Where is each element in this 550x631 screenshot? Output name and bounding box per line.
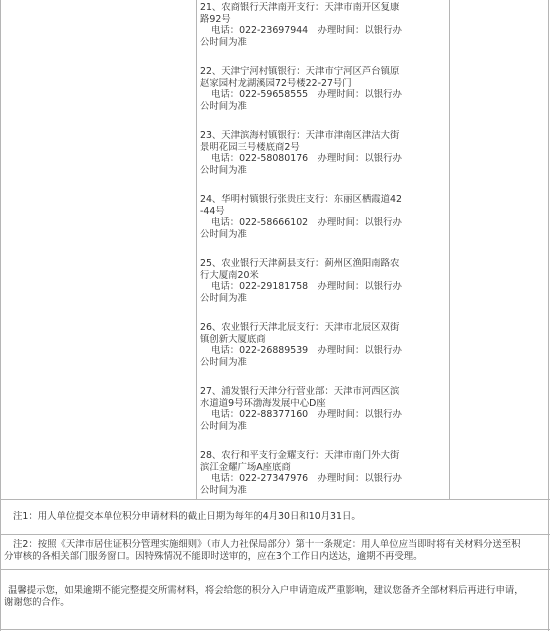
note-2 xyxy=(0,539,550,563)
bank-contact: 电话：022-26889539 办理时间：以银行办 xyxy=(211,345,402,357)
table-border-right xyxy=(548,0,549,631)
bank-name-address: 镇创新大厦底商 xyxy=(200,333,266,345)
list-item xyxy=(200,322,446,368)
bank-name-address: 25、农业银行天津蓟县支行：蓟州区渔阳南路农 xyxy=(200,258,400,269)
bank-name-address: 22、天津宁河村镇银行：天津市宁河区芦台镇原 xyxy=(200,66,400,77)
bank-name-address: -44号 xyxy=(200,205,225,217)
note-text: 注2：按照《天津市居住证积分管理实施细则》（市人力社保局部分）第十一条规定：用人单位应当即时将有关材料分送至积 xyxy=(13,539,521,550)
bank-name-address: 水道道9号环渤海发展中心D座 xyxy=(200,397,326,409)
bank-name-address: 24、华明村镇银行张贵庄支行：东丽区栖霞道42 xyxy=(200,194,402,205)
bank-name-address: 滨江金耀广场A座底商 xyxy=(200,461,291,473)
bank-contact: 公时间为准 xyxy=(200,100,247,112)
note-1 xyxy=(0,511,550,523)
list-item xyxy=(200,2,446,48)
bank-name-address: 路92号 xyxy=(200,13,231,25)
bank-name-address: 23、天津滨海村镇银行：天津市津南区津沽大街 xyxy=(200,130,400,141)
bank-contact: 公时间为准 xyxy=(200,164,247,176)
table-border-left xyxy=(0,0,1,631)
bank-contact: 电话：022-59658555 办理时间：以银行办 xyxy=(211,89,402,101)
bank-name-address: 28、农行和平支行金耀支行：天津市南门外大街 xyxy=(200,450,400,461)
note-text: 分审核的各相关部门服务窗口。因特殊情况不能即时送审的，应在3个工作日内送达，逾期不再受理。 xyxy=(4,551,423,562)
table-column-divider xyxy=(196,0,197,499)
bank-name-address: 景明花园三号楼底商2号 xyxy=(200,141,300,153)
warm-reminder xyxy=(0,585,550,609)
list-item xyxy=(200,194,446,240)
list-item xyxy=(200,258,446,304)
bank-contact: 公时间为准 xyxy=(200,292,247,304)
bank-name-address: 21、农商银行天津南开支行：天津市南开区复康 xyxy=(200,2,400,13)
reminder-text: 谢谢您的合作。 xyxy=(4,597,70,608)
reminder-text: 温馨提示您，如果逾期不能完整提交所需材料，将会给您的积分入户申请造成严重影响，建议您备齐全部材料后再进行申请， xyxy=(8,585,524,596)
bank-name-address: 行大厦南20米 xyxy=(200,269,259,281)
bank-contact: 电话：022-23697944 办理时间：以银行办 xyxy=(211,25,402,37)
table-row-divider xyxy=(0,499,550,500)
list-item xyxy=(200,66,446,112)
bank-contact: 公时间为准 xyxy=(200,484,247,496)
bank-name-address: 26、农业银行天津北辰支行：天津市北辰区双街 xyxy=(200,322,400,333)
bank-contact: 公时间为准 xyxy=(200,356,247,368)
list-item xyxy=(200,130,446,176)
bank-name-address: 27、浦发银行天津分行营业部：天津市河西区滨 xyxy=(200,386,400,397)
list-item xyxy=(200,450,446,496)
bank-contact: 电话：022-27347976 办理时间：以银行办 xyxy=(211,473,402,485)
bank-name-address: 赵家园村龙湖溪园72号楼22-27号门 xyxy=(200,77,352,89)
bank-contact: 电话：022-58666102 办理时间：以银行办 xyxy=(211,217,402,229)
note-text: 注1：用人单位提交本单位积分申请材料的截止日期为每年的4月30日和10月31日。 xyxy=(13,511,361,522)
bank-contact: 公时间为准 xyxy=(200,420,247,432)
table-row-divider xyxy=(0,569,550,570)
bank-contact: 电话：022-29181758 办理时间：以银行办 xyxy=(211,281,402,293)
bank-contact: 公时间为准 xyxy=(200,228,247,240)
bank-contact: 电话：022-88377160 办理时间：以银行办 xyxy=(211,409,402,421)
table-column-divider xyxy=(449,0,450,499)
table-border-bottom xyxy=(0,629,550,630)
bank-contact: 电话：022-58080176 办理时间：以银行办 xyxy=(211,153,402,165)
list-item xyxy=(200,386,446,432)
table-row-divider xyxy=(0,534,550,535)
bank-contact: 公时间为准 xyxy=(200,36,247,48)
